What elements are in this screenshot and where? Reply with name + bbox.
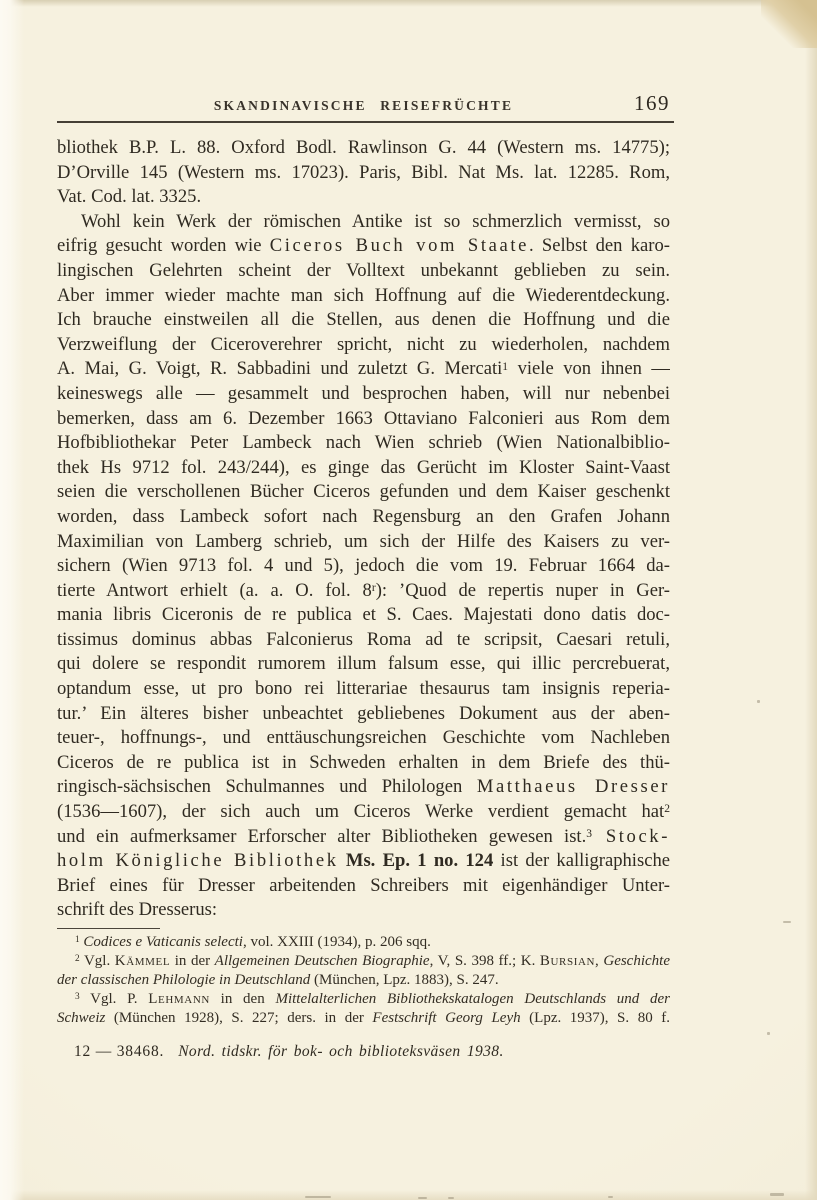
signature-number: 12 — 38468. [74,1043,165,1060]
text-line: optandum esse, ut pro bono rei litterariae thesaurus tam insignis reperia- [57,678,670,700]
footnote-line: der classischen Philologie in Deutschland (München, Lpz. 1883), S. 247. [57,972,499,988]
footnote-line: $^2$ Vgl. Kämmel in der Allgemeinen Deutschen Biographie, V, S. 398 ff.; K. Bursian, Geschichte [75,953,670,969]
text-line: Brief eines für Dresser arbeitenden Schreibers mit eigenhändiger Unter- [57,874,670,896]
text-line: teuer-, hoffnungs-, und enttäuschungsreichen Geschichte vom Nachleben [57,727,670,749]
footnote-separator [57,928,160,929]
scan-speck [783,921,791,923]
scan-speck [757,700,760,703]
text-line: bemerken, dass am 6. Dezember 1663 Ottaviano Falconieri aus Rom dem [57,407,670,429]
footnote-line: $^1$ Codices e Vaticanis selecti, vol. XXIII (1934), p. 206 sqq. [75,934,431,950]
footnote-line: $^3$ Vgl. P. Lehmann in den Mittelalterlichen Bibliothekskatalogen Deutschlands und der [75,991,670,1007]
scan-speck [448,1197,454,1199]
text-line: tierte Antwort erhielt (a. a. O. fol. 8$^r$): ’Quod de repertis nuper in Ger- [57,579,670,601]
text-line: (1536—1607), der sich auch um Ciceros Werke verdient gemacht hat$^2$ [57,801,670,823]
text-line: A. Mai, G. Voigt, R. Sabbadini und zuletzt G. Mercati$^1$ viele von ihnen — [57,358,670,380]
text-line: thek Hs 9712 fol. 243/244), es ginge das Gerücht im Kloster Saint-Vaast [57,456,670,478]
journal-title: Nord. tidskr. för bok- och biblioteksväsen 1938. [178,1043,504,1060]
text-line: sichern (Wien 9713 fol. 4 und 5), jedoch die vom 19. Februar 1664 da- [57,555,670,577]
printer-signature [57,1043,670,1061]
footnote-line: Schweiz (München 1928), S. 227; ders. in der Festschrift Georg Leyh (Lpz. 1937), S. 80 f. [57,1010,670,1026]
text-line: holm Königliche Bibliothek Ms. Ep. 1 no. 124 ist der kalligraphische [57,850,670,872]
text-line: Ciceros de re publica ist in Schweden erhalten in dem Briefe des thü- [57,751,670,773]
text-line: eifrig gesucht worden wie Ciceros Buch vom Staate. Selbst den karo- [57,235,670,257]
text-line: Vat. Cod. lat. 3325. [57,186,202,208]
text-line: qui dolere se respondit rumorem illum falsum esse, qui illic percrebuerat, [57,653,670,675]
scan-speck [767,1032,770,1035]
text-line: Aber immer wieder machte man sich Hoffnung auf die Wiederentdeckung. [57,284,670,306]
header-rule [57,121,674,123]
text-line: Maximilian von Lamberg schrieb, um sich der Hilfe des Kaisers zu ver- [57,530,670,552]
text-line: Ich brauche einstweilen all die Stellen, aus denen die Hoffnung und die [57,309,670,331]
scan-speck [770,1193,784,1196]
text-line: tissimus dominus abbas Falconierus Roma ad te scripsit, Caesari retuli, [57,628,670,650]
text-line: ringisch-sächsischen Schulmannes und Philologen Matthaeus Dresser [57,776,670,798]
body-text [57,136,670,923]
text-line: Wohl kein Werk der römischen Antike ist so schmerzlich vermisst, so [81,210,670,232]
page-content [57,91,670,1061]
scan-speck [418,1197,427,1199]
text-line: seien die verschollenen Bücher Ciceros gefunden und dem Kaiser geschenkt [57,481,670,503]
text-line: schrift des Dresserus: [57,899,218,921]
text-line: bliothek B.P. L. 88. Oxford Bodl. Rawlinson G. 44 (Western ms. 14775); [57,137,670,158]
scan-speck [608,1196,613,1198]
text-line: worden, dass Lambeck sofort nach Regensburg an den Grafen Johann [57,505,670,527]
page-header [57,91,670,118]
text-line: mania libris Ciceronis de re publica et S. Caes. Majestati dono datis doc- [57,604,670,626]
scan-speck [305,1196,331,1198]
text-line: keineswegs alle — gesammelt und besprochen haben, will nur nebenbei [57,382,670,404]
text-line: tur.’ Ein älteres bisher unbeachtet gebliebenes Dokument aus der aben- [57,702,670,724]
text-line: D’Orville 145 (Western ms. 17023). Paris, Bibl. Nat Ms. lat. 12285. Rom, [57,161,670,183]
page-corner-curl [761,0,817,48]
page-number: 169 [634,91,670,115]
text-line: lingischen Gelehrten scheint der Volltext unbekannt geblieben zu sein. [57,259,670,281]
text-line: Hofbibliothekar Peter Lambeck nach Wien schrieb (Wien Nationalbiblio- [57,432,670,454]
text-line: und ein aufmerksamer Erforscher alter Bibliotheken gewesen ist.$^3$ Stock- [57,825,670,847]
running-title: SKANDINAVISCHE REISEFRÜCHTE [213,98,514,113]
text-line: Verzweiflung der Ciceroverehrer spricht, nicht zu wiederholen, nachdem [57,333,670,355]
footnotes [57,933,670,1028]
